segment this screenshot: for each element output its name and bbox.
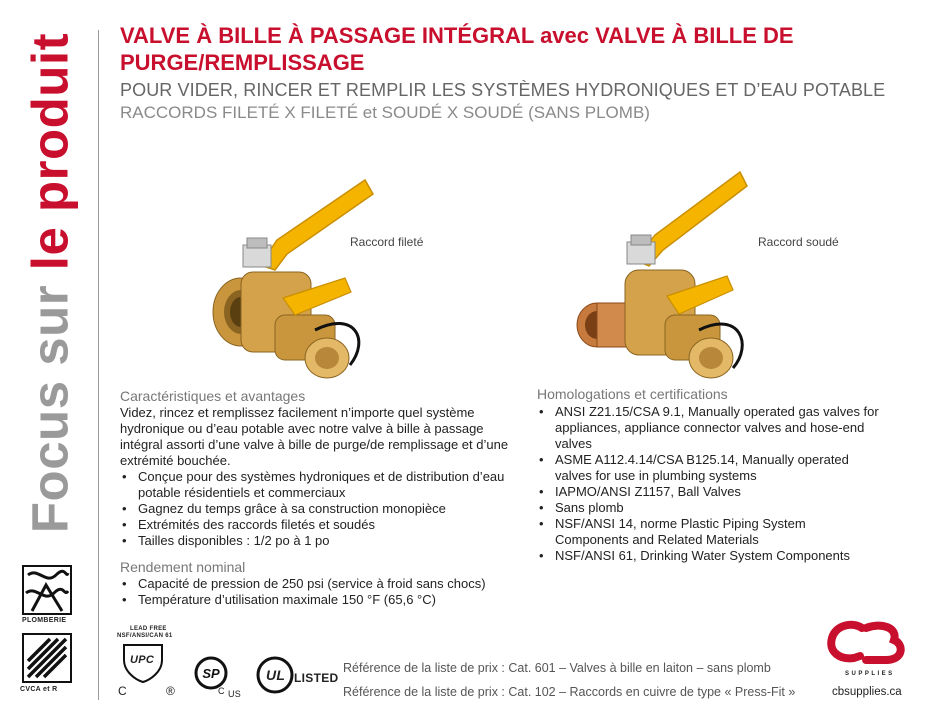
csa-c-mark: C (218, 686, 225, 696)
subtitle-secondary: RACCORDS FILETÉ X FILETÉ et SOUDÉ X SOUDÉ (SANS PLOMB) (120, 103, 650, 122)
price-reference-2: Référence de la liste de prix : Cat. 102 – Raccords en cuivre de type « Press-Fit » (343, 685, 796, 699)
features-heading: Caractéristiques et avantages (120, 388, 306, 404)
side-banner (8, 18, 92, 548)
ul-listed-text: LISTED (294, 671, 339, 685)
list-item: • Température d’utilisation maximale 150 °F (65,6 °C) (120, 592, 540, 608)
upc-text: UPC (130, 654, 155, 666)
performance-list (120, 576, 540, 608)
side-banner-part2: le produit (21, 32, 79, 271)
soldered-caption: Raccord soudé (758, 235, 839, 249)
upc-c-mark: C (118, 684, 127, 698)
list-item: • NSF/ANSI 61, Drinking Water System Components (537, 548, 882, 564)
website-url: cbsupplies.ca (832, 686, 902, 698)
list-item: • Sans plomb (537, 500, 882, 516)
hvac-label: CVCA et R (20, 686, 58, 693)
lead-free-line2: NSF/ANSI/CAN 61 (117, 633, 173, 639)
soldered-valve-image (575, 150, 750, 385)
side-banner-text (21, 33, 80, 533)
list-item: • ASME A112.4.14/CSA B125.14, Manually operated valves for use in plumbing systems (537, 452, 882, 484)
approvals-list (537, 404, 882, 564)
side-banner-part1: Focus sur (21, 270, 79, 534)
list-item: • NSF/ANSI 14, norme Plastic Piping System Components and Related Materials (537, 516, 882, 548)
threaded-valve-image (205, 160, 375, 385)
svg-text:SP: SP (202, 666, 220, 681)
approvals-heading: Homologations et certifications (537, 386, 728, 402)
upc-r-mark: ® (166, 684, 176, 698)
price-reference-1: Référence de la liste de prix : Cat. 601 – Valves à bille en laiton – sans plomb (343, 661, 771, 675)
features-list (120, 469, 520, 549)
plumbing-label: PLOMBERIE (22, 617, 67, 624)
lead-free-line1: LEAD FREE (130, 626, 167, 632)
list-item: • Conçue pour des systèmes hydroniques et de distribution d’eau potable résidentiels et commerciaux (120, 469, 520, 501)
subtitle-primary: POUR VIDER, RINCER ET REMPLIR LES SYSTÈMES HYDRONIQUES ET D’EAU POTABLE (120, 80, 886, 100)
page-title: VALVE À BILLE À PASSAGE INTÉGRAL avec VALVE À BILLE DE PURGE/REMPLISSAGE (120, 23, 794, 75)
list-item: • IAPMO/ANSI Z1157, Ball Valves (537, 484, 882, 500)
threaded-caption: Raccord fileté (350, 235, 424, 249)
ul-text: UL (266, 667, 286, 683)
list-item: • Tailles disponibles : 1/2 po à 1 po (120, 533, 520, 549)
features-intro: Videz, rincez et remplissez facilement n’importe quel système hydronique ou d’eau potable avec notre valve à bille à passage intégral assorti d’une valve à bille de purge/de remplissage et d’une extrémité bouchée. (120, 405, 509, 468)
list-item: • Gagnez du temps grâce à sa construction monopièce (120, 501, 520, 517)
vertical-divider (98, 30, 99, 700)
performance-heading: Rendement nominal (120, 559, 246, 575)
csa-us-mark: US (228, 689, 242, 699)
brand-subtitle: SUPPLIES (845, 671, 895, 677)
list-item: • ANSI Z21.15/CSA 9.1, Manually operated gas valves for appliances, appliance connector valves and hose-end valves (537, 404, 882, 452)
list-item: • Capacité de pression de 250 psi (service à froid sans chocs) (120, 576, 540, 592)
cb-supplies-logo (826, 620, 910, 670)
plumbing-logo (22, 565, 72, 615)
list-item: • Extrémités des raccords filetés et soudés (120, 517, 520, 533)
hvac-logo (22, 633, 72, 683)
